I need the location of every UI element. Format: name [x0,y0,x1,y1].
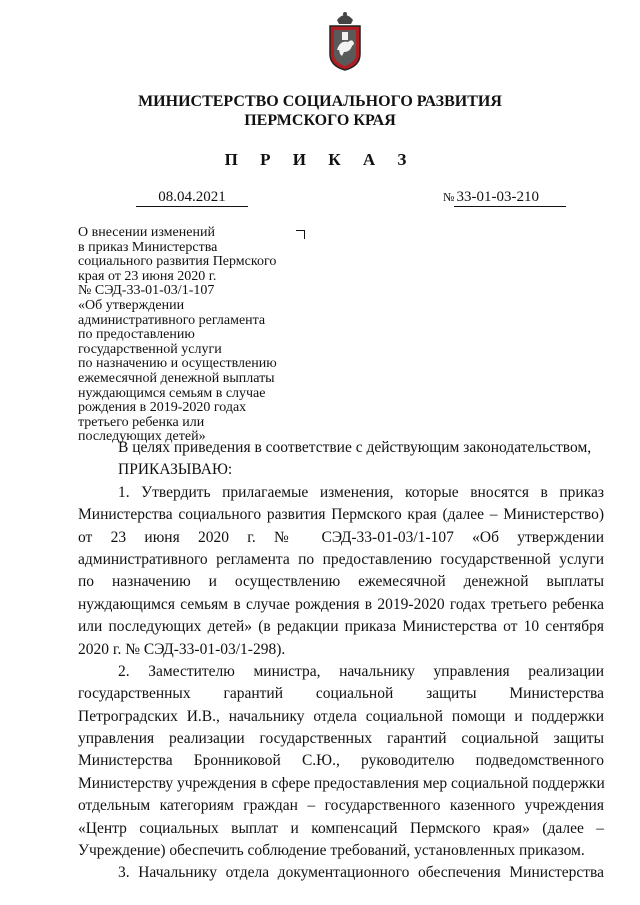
body-line: 2020 г. № СЭД-33-01-03/1-298). [78,640,286,658]
subject-line: в приказ Министерства [78,239,218,255]
subject-line: «Об утверждении [78,297,185,313]
order-number [443,188,566,207]
subject-line: третьего ребенка или [78,414,205,430]
body-line-preamble: В целях приведения в соответствие с действующим законодательством, [118,439,592,456]
body-line: от 23 июня 2020 г. № СЭД-33-01-03/1-107 «Об утверждении [78,528,604,546]
body-line: государственных гарантий социальной защиты Министерства [78,685,604,703]
body-line-order-word: ПРИКАЗЫВАЮ: [118,461,233,479]
body-line-item-2: 2. Заместителю министра, начальнику управления реализации [118,662,604,680]
subject-line: рождения в 2019-2020 годах [78,400,247,416]
ministry-name-line2: ПЕРМСКОГО КРАЯ [244,112,396,129]
body-line: по назначению и осуществлению ежемесячной денежной выплаты [78,573,604,591]
subject-line: ежемесячной денежной выплаты [78,370,275,386]
subject-line: О внесении изменений [78,225,215,240]
body-line: Учреждение) обеспечить соблюдение требований, установленных приказом. [78,842,585,860]
order-body [78,437,604,885]
subject-line: нуждающимся семьям в случае [78,385,266,401]
document-title: П Р И К А З [224,150,416,169]
subject-line: социального развития Пермского [78,254,277,270]
body-line: «Центр социальных выплат и компенсаций Пермского края» (далее – [78,819,604,837]
subject-line: государственной услуги [78,341,222,357]
body-line: или последующих детей» (в редакции приказа Министерства от 10 сентября [78,618,604,636]
number-sign: № [443,190,455,204]
body-line: управления реализации государственных гарантий социальной защиты [78,730,604,748]
body-line: отдельным категориям граждан – государственного казенного учреждения [78,797,604,815]
body-line: административного регламента по предоставлению государственной услуги [78,550,604,568]
subject-line: края от 23 июня 2020 г. [78,268,217,284]
body-line-item-1: 1. Утвердить прилагаемые изменения, которые вносятся в приказ [118,483,604,501]
body-line: Министерства Бронниковой С.Ю., руководителю подведомственного [78,752,604,770]
body-line: нуждающимся семьям в случае рождения в 2019-2020 годах третьего ребенка [78,595,604,613]
order-number-value: 33-01-03-210 [454,188,566,207]
body-line-item-3: 3. Начальнику отдела документационного обеспечения Министерства [118,864,604,882]
perm-krai-coat-of-arms-icon [322,10,368,72]
order-date: 08.04.2021 [136,188,248,207]
subject-line: административного регламента [78,312,266,328]
subject-line: последующих детей» [78,429,206,445]
body-line: Петроградских И.В., начальнику отдела социальной помощи и поддержки [78,707,604,725]
subject-line: по назначению и осуществлению [78,356,277,372]
body-line: Министерству учреждения в сфере предоставления мер социальной поддержки [78,774,605,792]
body-line: Министерства социального развития Пермского края (далее – Министерство) [78,506,604,524]
subject-line: № СЭД-33-01-03/1-107 [78,283,215,299]
ministry-name-line1: МИНИСТЕРСТВО СОЦИАЛЬНОГО РАЗВИТИЯ [138,93,502,110]
subject-line: по предоставлению [78,327,195,343]
order-subject [78,226,318,445]
